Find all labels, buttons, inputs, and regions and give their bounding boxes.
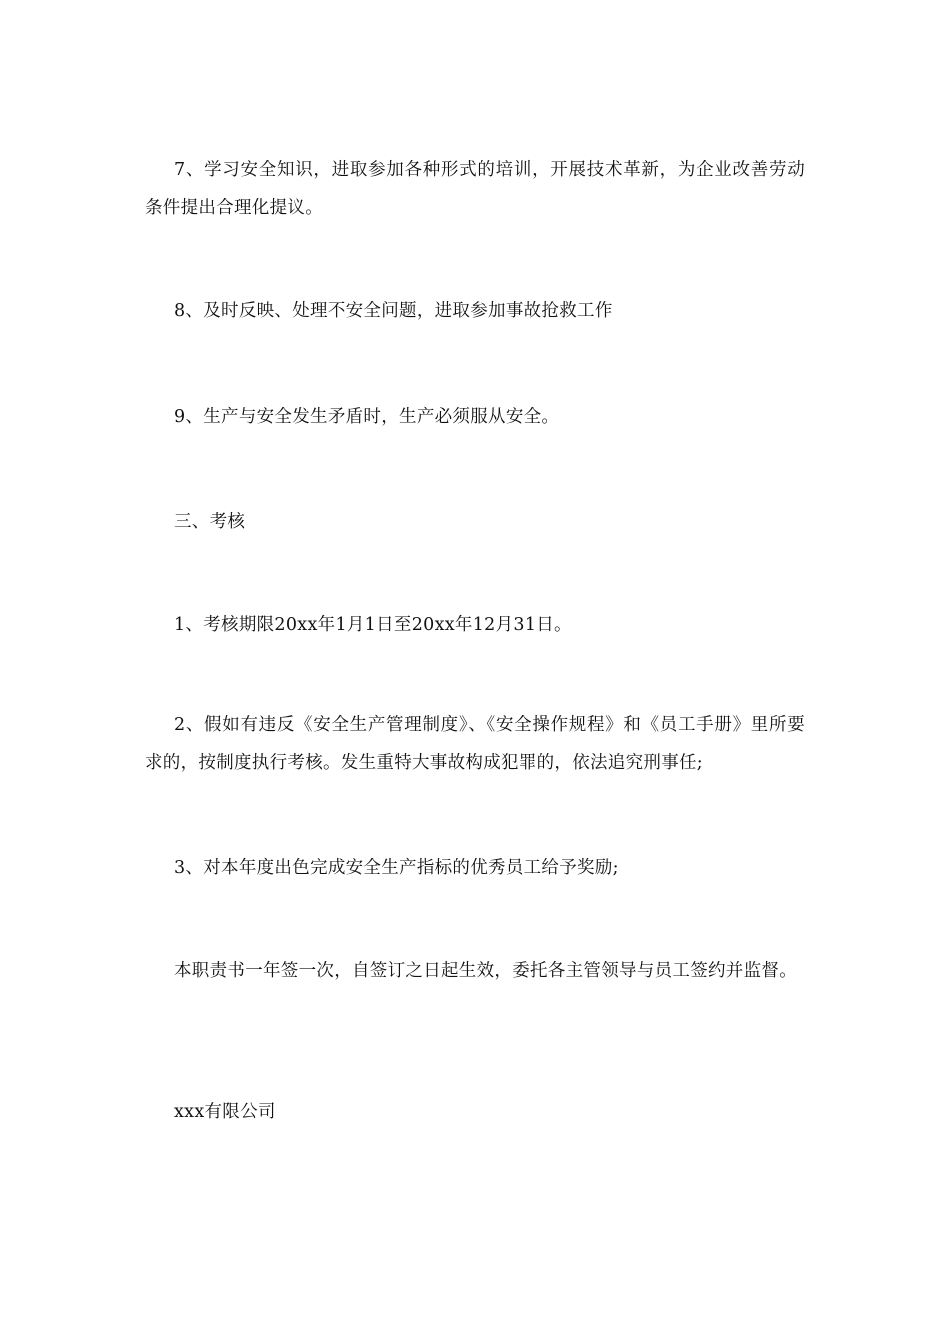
assessment-item-3: 3、对本年度出色完成安全生产指标的优秀员工给予奖励; xyxy=(174,858,619,878)
clause-7-paragraph: 7、学习安全知识，进取参加各种形式的培训，开展技术革新，为企业改善劳动条件提出合理化提议。 xyxy=(145,160,805,218)
validity-statement: 本职责书一年签一次，自签订之日起生效，委托各主管领导与员工签约并监督。 xyxy=(174,961,797,981)
clause-8-paragraph: 8、及时反映、处理不安全问题，进取参加事故抢救工作 xyxy=(174,301,613,321)
clause-9-paragraph: 9、生产与安全发生矛盾时，生产必须服从安全。 xyxy=(174,407,560,427)
company-signature: xxx有限公司 xyxy=(174,1102,276,1122)
assessment-item-1: 1、考核期限20xx年1月1日至20xx年12月31日。 xyxy=(174,615,572,635)
assessment-item-2: 2、假如有违反《安全生产管理制度》、《安全操作规程》和《员工手册》里所要求的，按制度执行考核。发生重特大事故构成犯罪的，依法追究刑事任; xyxy=(145,715,805,773)
section-heading-assessment: 三、考核 xyxy=(174,512,246,532)
